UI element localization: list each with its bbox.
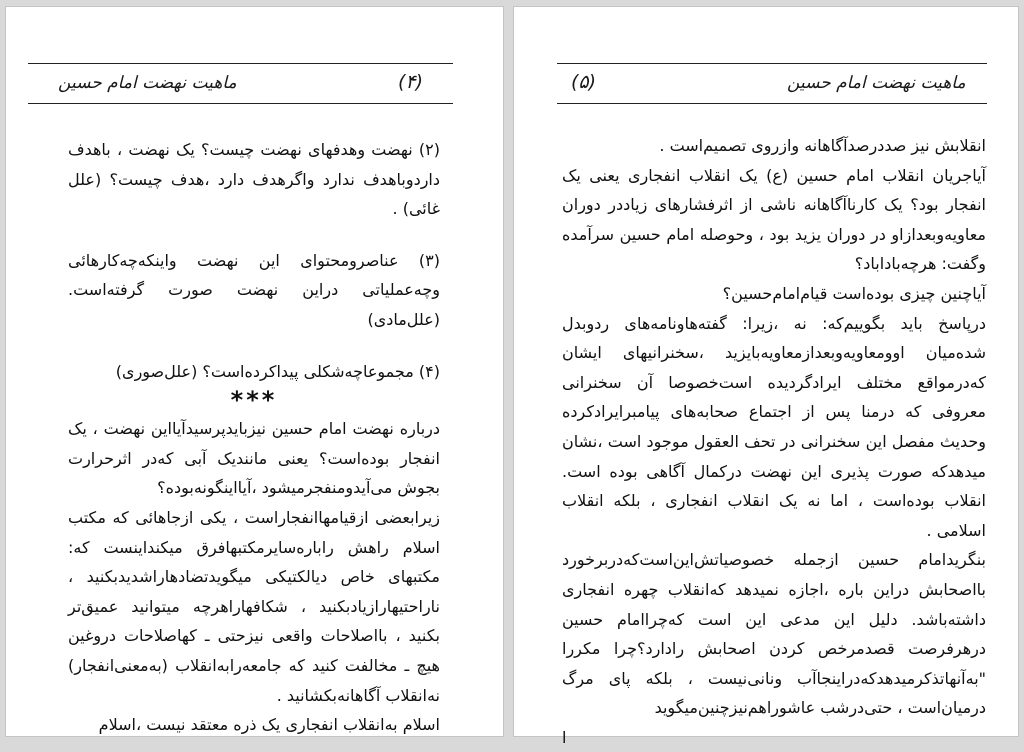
paragraph: آیاجریان انقلاب امام حسین (ع) یک انقلاب انفجاری یعنی یک انفجار بود؟ یک کارناآگاهانه ناشی از اثرفشارهای زیاددر دوران معاویه‌وبعدازاو در دوران یزید بود ، وحوصله امام حسین سرآمده وگفت: هرچه‌باداباد؟: [562, 165, 986, 274]
running-header: ماهیت نهضت امام حسین: [58, 73, 237, 93]
page-body: [68, 135, 440, 740]
page-body: [562, 131, 986, 752]
paragraph: (۴) مجموعاچه‌شکلی پیداکرده‌است؟ (علل‌صوری): [115, 361, 440, 381]
paragraph: (۳) عناصرومحتوای این نهضت واینکه‌چه‌کارهائی وچه‌عملیاتی دراین نهضت صورت گرفته‌است. (علل‌مادی): [68, 250, 440, 329]
section-divider: ***: [230, 386, 278, 415]
header-bottom-rule: [28, 103, 453, 104]
paragraph: (۲) نهضت وهدفهای نهضت چیست؟ یک نهضت ، باهدف داردوباهدف ندارد واگرهدف دارد ،هدف چیست؟ (علل غائی) .: [68, 140, 440, 219]
paragraph: درباره نهضت امام حسین نیزبایدپرسیدآیااین نهضت ، یک انفجار بوده‌است؟ یعنی مانندیک آبی که‌در اثرحرارت بجوش می‌آیدومنفجرمیشود ،آیااینگونه‌بوده؟: [68, 419, 440, 498]
left-page: [5, 6, 504, 737]
header-bottom-rule: [557, 103, 987, 104]
paragraph: بنگریدامام حسین ازجمله خصوصیاتش‌این‌است‌که‌دربرخورد بااصحابش دراین باره ،اجازه نمیدهد که‌انقلاب چهره انفجاری داشته‌باشد. دلیل این مدعی این است که‌چراامام حسین درهرفرصت قصدمرخص کردن اصحابش رادارد؟چرا مکررا "به‌آنهاتذکرمیدهدکه‌دراینجاآب ونانی‌نیست ، بلکه پای مرگ درمیان‌است ، حتی‌درشب عاشوراهم‌نیزچنین‌میگوید: [562, 550, 986, 718]
paragraph: انقلابش نیز صددرصدآگاهانه وازروی تصمیم‌است .: [659, 136, 986, 155]
page-number: (۴): [398, 71, 424, 93]
header-top-rule: [557, 63, 987, 64]
running-header: ماهیت نهضت امام حسین: [787, 73, 966, 93]
paragraph: اسلام به‌انقلاب انفجاری یک ذره معتقد نیست ،اسلام: [98, 715, 440, 735]
trailing-mark: ا: [562, 727, 567, 747]
header-top-rule: [28, 63, 453, 64]
paragraph: درپاسخ باید بگوییم‌که: نه ،زیرا: گفته‌هاونامه‌های ردوبدل شده‌میان اوومعاویه‌وبعدازمعاویه‌بایزید ،سخنرانیهای ایشان که‌درمواقع مختلف ایرادگردیده است‌خصوصا آن سخنرانی معروفی که درمنا پس از اجتماع صحابه‌های پیامبرایرادکرده وحدیث مفصل این سخنرانی در تحف العقول موجود است ،نشان میدهدکه صورت پذیری این نهضت درکمال آگاهی بوده است. انقلاب بوده‌است ، اما نه یک انقلاب انفجاری ، بلکه انقلاب اسلامی .: [562, 313, 986, 540]
page-number: (۵): [571, 71, 597, 93]
paragraph: آیاچنین چیزی بوده‌است قیام‌امام‌حسین؟: [722, 283, 986, 303]
paragraph: زیرابعضی ازقیامهاانفجاراست ، یکی ازجاهائی که مکتب اسلام راهش راباره‌سایرمکتبهافرق میکنداینست که: مکتبهای خاص دیالکتیکی میگویدتضادهاراشدیدبکنید ، ناراحتیهارازیادبکنید ، شکافهاراهرچه میتوانید عمیق‌تر بکنید ، بااصلاحات واقعی نیزحتی ـ کهاصلاحات دروغین هیچ ـ مخالفت کنید که جامعه‌رابه‌انقلاب (به‌معنی‌انفجار) نه‌انقلاب آگاهانه‌بکشانید .: [68, 507, 440, 705]
right-page: [513, 6, 1019, 747]
